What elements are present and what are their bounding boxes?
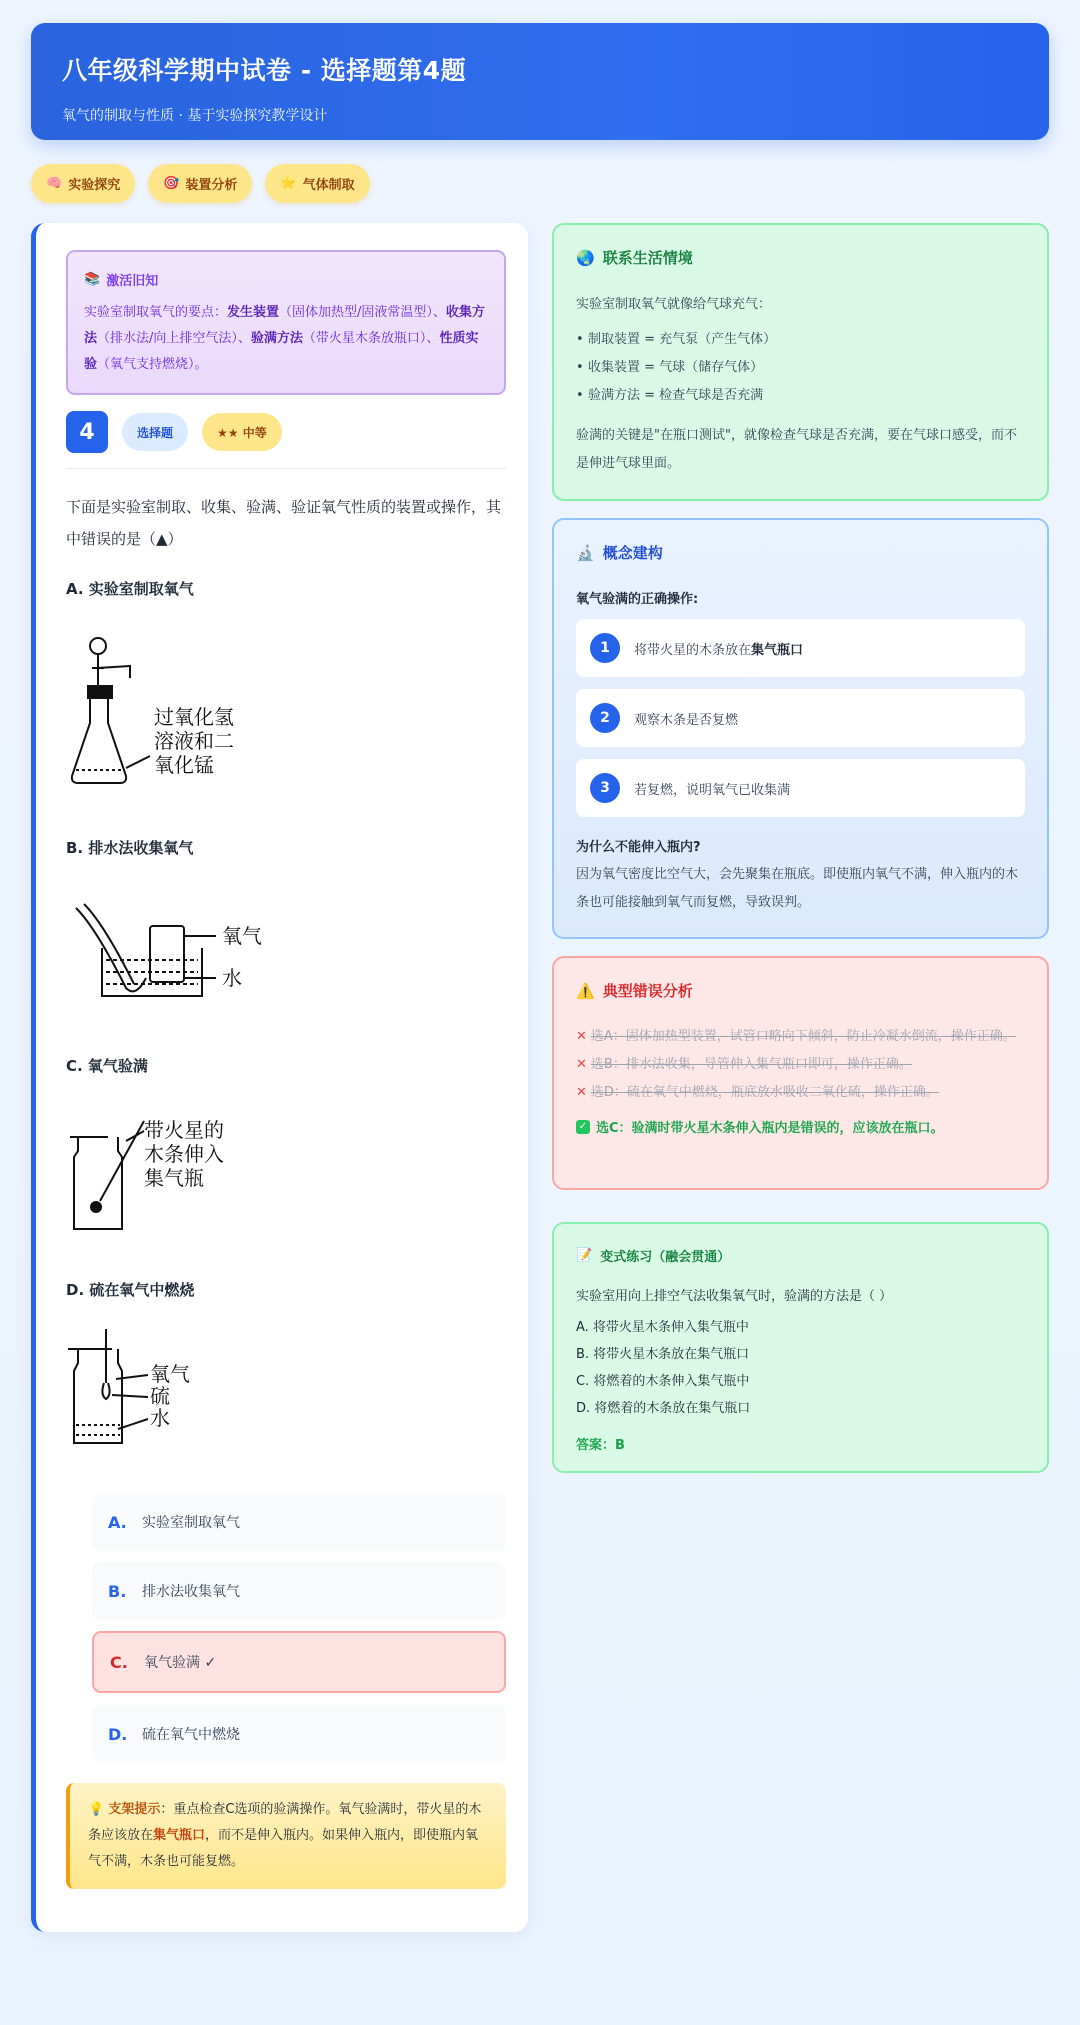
target-icon: 🎯: [163, 176, 180, 191]
step-item: [576, 759, 1025, 817]
microscope-icon: 🔬: [576, 543, 595, 562]
concept-card: [552, 518, 1049, 939]
step-number: 1: [590, 633, 620, 663]
choice-letter: B.: [108, 1581, 127, 1601]
figure-label: 过氧化氢: [154, 705, 234, 729]
practice-option[interactable]: C. 将燃着的木条伸入集气瓶中: [576, 1374, 750, 1389]
choice-c-selected[interactable]: [92, 1631, 506, 1693]
page-title: 八年级科学期中试卷 - 选择题第4题: [62, 56, 467, 85]
step-text: 若复燃，说明氧气已收集满: [634, 782, 791, 798]
practice-options: [576, 1314, 1025, 1422]
practice-question: 实验室用向上排空气法收集氧气时，验满的方法是（ ）: [576, 1289, 893, 1304]
concept-title: 🔬 概念建构: [576, 543, 663, 562]
difficulty-badge: ★★ 中等: [202, 413, 282, 451]
choice-text: 实验室制取氧气: [142, 1515, 240, 1531]
tag-experiment[interactable]: [31, 164, 135, 203]
option-c-heading: C. 氧气验满: [66, 1057, 148, 1075]
warning-icon: ⚠️: [576, 981, 595, 1000]
practice-option[interactable]: B. 将带火星木条放在集气瓶口: [576, 1347, 750, 1362]
why-body: 因为氧气密度比空气大，会先聚集在瓶底。即使瓶内氧气不满，伸入瓶内的木条也可能接触到氧气而复燃，导致误判。: [576, 867, 1019, 910]
tag-device-analysis[interactable]: [148, 164, 252, 203]
list-item: • 制取装置 = 充气泵（产生气体）: [576, 326, 1025, 354]
wrong-analysis-item: ✕ 选D：硫在氧气中燃烧，瓶底放水吸收二氧化硫，操作正确。: [576, 1079, 1025, 1107]
option-b-heading: B. 排水法收集氧气: [66, 839, 194, 857]
correct-analysis: ✓ 选C：验满时带火星木条伸入瓶内是错误的，应该放在瓶口。: [576, 1117, 1025, 1136]
hint-label: 支架提示: [108, 1802, 161, 1817]
practice-option[interactable]: A. 将带火星木条伸入集气瓶中: [576, 1320, 749, 1335]
question-number: 4: [66, 411, 108, 453]
error-analysis-card: [552, 956, 1049, 1190]
life-list: [576, 326, 1025, 410]
step-text: 观察木条是否复燃: [634, 712, 739, 728]
tag-gas-preparation[interactable]: [265, 164, 369, 203]
tag-label: 气体制取: [302, 178, 355, 193]
lightbulb-icon: 💡: [88, 1802, 105, 1817]
figure-label: 氧气: [222, 924, 262, 948]
step-text: 将带火星的木条放在集气瓶口: [634, 642, 804, 658]
figure-label: 氧化锰: [154, 753, 214, 777]
page-subtitle: 氧气的制取与性质 · 基于实验探究教学设计: [62, 108, 328, 124]
step-number: 2: [590, 703, 620, 733]
figure-label: 硫: [150, 1384, 170, 1408]
figure-label: 带火星的: [144, 1118, 224, 1142]
option-a-heading: A. 实验室制取氧气: [66, 580, 194, 598]
scaffold-hint: 💡 支架提示：重点检查C选项的验满操作。氧气验满时，带火星的木条应该放在集气瓶口，而不是伸入瓶内。如果伸入瓶内，即使瓶内氧气不满，木条也可能复燃。: [66, 1783, 506, 1889]
figure-label: 集气瓶: [144, 1166, 204, 1190]
brain-icon: 🧠: [46, 176, 63, 191]
cross-icon: ✕: [576, 1029, 587, 1044]
choice-letter: D.: [108, 1724, 128, 1744]
choice-text: 排水法收集氧气: [142, 1584, 240, 1600]
question-meta: [66, 411, 282, 453]
figure-label: 木条伸入: [144, 1142, 224, 1166]
figure-label: 溶液和二: [154, 729, 234, 753]
error-list: [576, 1023, 1025, 1107]
wrong-analysis-item: ✕ 选B：排水法收集，导管伸入集气瓶口即可，操作正确。: [576, 1051, 1025, 1079]
cross-icon: ✕: [576, 1057, 587, 1072]
choice-text: 氧气验满 ✓: [144, 1655, 217, 1671]
page-header: [31, 23, 1049, 140]
step-number: 3: [590, 773, 620, 803]
life-context-card: [552, 223, 1049, 501]
figure-label: 水: [150, 1406, 170, 1430]
practice-answer: 答案：B: [576, 1438, 625, 1453]
practice-option[interactable]: D. 将燃着的木条放在集气瓶口: [576, 1401, 751, 1416]
star-icon: ⭐: [280, 176, 297, 191]
list-item: • 收集装置 = 气球（储存气体）: [576, 354, 1025, 382]
practice-title: 📝 变式练习（融会贯通）: [576, 1248, 731, 1265]
life-intro: 实验室制取氧气就像给气球充气：: [576, 297, 772, 312]
choice-letter: A.: [108, 1512, 127, 1532]
globe-icon: 🌏: [576, 248, 595, 267]
question-card: [31, 223, 528, 1932]
tag-label: 实验探究: [68, 178, 121, 193]
life-outro: 验满的关键是"在瓶口测试"，就像检查气球是否充满，要在气球口感受，而不是伸进气球里面。: [576, 428, 1017, 471]
question-stem: 下面是实验室制取、收集、验满、验证氧气性质的装置或操作，其中错误的是（▲）: [66, 498, 502, 548]
wrong-analysis-item: ✕ 选A：固体加热型装置，试管口略向下倾斜，防止冷凝水倒流，操作正确。: [576, 1023, 1025, 1051]
water-collection-figure: [66, 888, 286, 1008]
cross-icon: ✕: [576, 1085, 587, 1100]
books-icon: 📚: [84, 272, 101, 287]
recall-body: 实验室制取氧气的要点：发生装置（固体加热型/固液常温型）、收集方法（排水法/向上排空气法）、验满方法（带火星木条放瓶口）、性质实验（氧气支持燃烧）。: [84, 305, 485, 372]
figure-label: 氧气: [150, 1362, 190, 1386]
life-context-title: 🌏 联系生活情境: [576, 248, 693, 267]
check-icon: ✓: [576, 1120, 590, 1134]
tag-label: 装置分析: [185, 178, 238, 193]
sulfur-combustion-figure: [66, 1323, 266, 1453]
choice-a[interactable]: [92, 1493, 506, 1551]
figure-label: 水: [222, 966, 242, 990]
choice-letter: C.: [110, 1652, 128, 1672]
concept-subtitle: 氧气验满的正确操作:: [576, 592, 699, 607]
recall-box: [66, 250, 506, 395]
option-d-heading: D. 硫在氧气中燃烧: [66, 1281, 195, 1299]
why-heading: 为什么不能伸入瓶内?: [576, 840, 701, 855]
list-item: • 验满方法 = 检查气球是否充满: [576, 382, 1025, 410]
flask-apparatus-figure: [66, 628, 266, 798]
choice-text: 硫在氧气中燃烧: [142, 1727, 240, 1743]
recall-title: 📚 激活旧知: [84, 272, 159, 289]
gas-test-figure: [66, 1101, 266, 1241]
step-item: [576, 619, 1025, 677]
memo-icon: 📝: [576, 1248, 593, 1263]
tag-list: [31, 164, 370, 203]
question-type-badge: 选择题: [122, 413, 188, 451]
error-analysis-title: ⚠️ 典型错误分析: [576, 981, 693, 1000]
practice-card: [552, 1222, 1049, 1473]
step-item: [576, 689, 1025, 747]
divider: [66, 468, 506, 469]
choice-b[interactable]: [92, 1562, 506, 1620]
choice-d[interactable]: [92, 1705, 506, 1763]
